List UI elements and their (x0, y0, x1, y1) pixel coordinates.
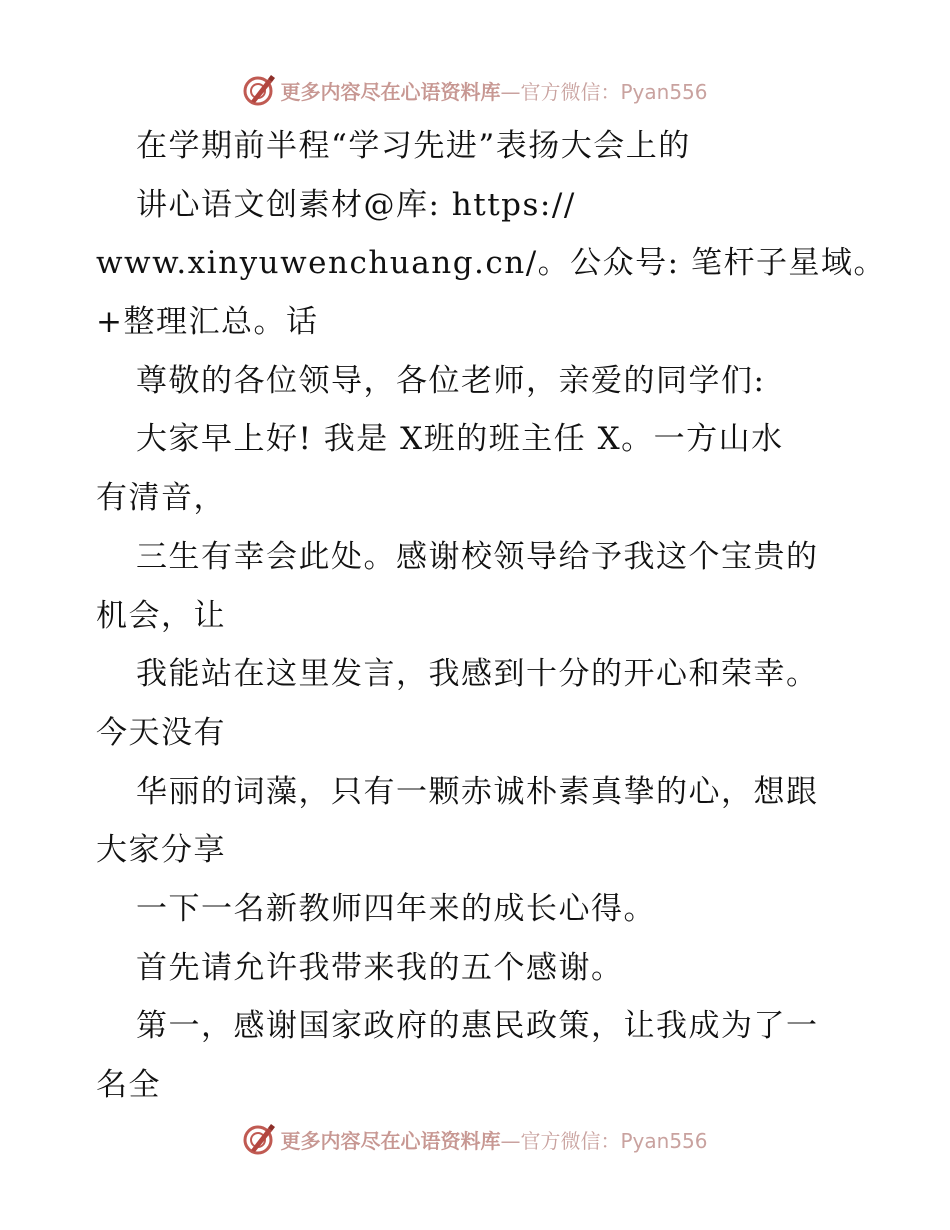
body-line: 讲心语文创素材@库: https:// (136, 186, 576, 223)
header-banner-separator: — (500, 79, 521, 104)
document-body (96, 117, 886, 1115)
header-banner-title: 更多内容尽在心语资料库 (280, 79, 501, 104)
header-banner-text (280, 76, 707, 105)
body-line: 今天没有 (96, 714, 226, 751)
footer-banner-separator: — (500, 1128, 521, 1153)
footer-banner-title: 更多内容尽在心语资料库 (280, 1128, 501, 1153)
body-line: 在学期前半程“学习先进”表扬大会上的 (136, 128, 691, 164)
header-banner (0, 72, 950, 108)
body-line: +整理汇总。话 (96, 304, 319, 341)
body-line: www.xinyuwenchuang.cn/。公众号: 笔杆子星域。 (96, 245, 886, 282)
body-line: 华丽的词藻，只有一颗赤诚朴素真挚的心，想跟 (136, 773, 819, 810)
body-line: 机会，让 (96, 597, 226, 634)
body-line: 尊敬的各位领导，各位老师，亲爱的同学们: (136, 362, 766, 399)
body-line: 我能站在这里发言，我感到十分的开心和荣幸。 (136, 656, 819, 693)
header-banner-wechat-id: Pyan556 (620, 79, 708, 104)
body-line: 大家早上好! 我是 X班的班主任 X。一方山水 (136, 421, 784, 458)
body-line: 三生有幸会此处。感谢校领导给予我这个宝贵的 (136, 538, 819, 575)
footer-banner-wechat-label: 官方微信： (520, 1128, 621, 1153)
pen-circle-logo-icon (242, 73, 276, 107)
body-line: 名全 (96, 1067, 161, 1103)
body-line: 大家分享 (96, 832, 226, 869)
footer-banner (0, 1121, 950, 1157)
body-line: 首先请允许我带来我的五个感谢。 (136, 949, 624, 986)
pen-circle-logo-icon (242, 1122, 276, 1156)
body-line: 一下一名新教师四年来的成长心得。 (136, 890, 656, 927)
footer-banner-wechat-id: Pyan556 (620, 1128, 708, 1153)
body-line: 有清音， (96, 480, 226, 517)
header-banner-wechat-label: 官方微信： (520, 79, 621, 104)
body-line: 第一，感谢国家政府的惠民政策，让我成为了一 (136, 1008, 819, 1045)
footer-banner-text (280, 1125, 707, 1154)
